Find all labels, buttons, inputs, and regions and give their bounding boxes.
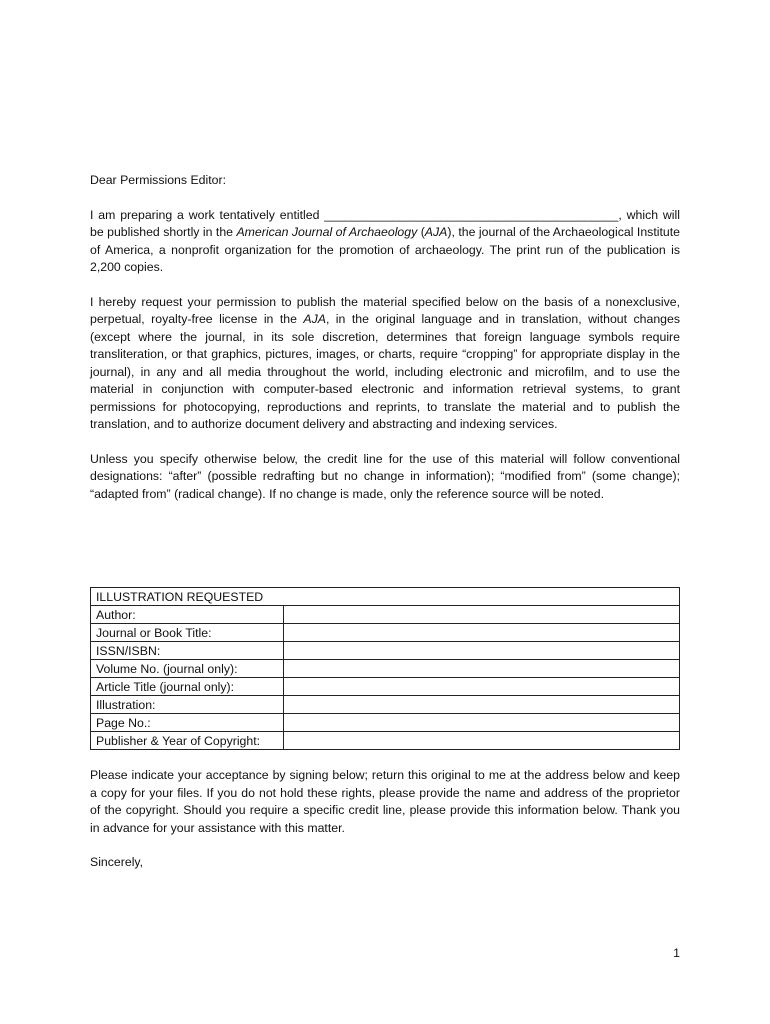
letter-closing-section (90, 767, 680, 872)
paragraph-acceptance: Please indicate your acceptance by signing below; return this original to me at the address below and keep a copy for your files. If you do not hold these rights, please provide the name and address of the proprietor of the copyright. Should you require a specific credit line, please provide this information below. Thank you in advance for your assistance with this matter. (90, 768, 680, 835)
page-number: 1 (673, 946, 680, 960)
paragraph-intro-pre: I am preparing a work tentatively entitled ___________________________________________, which will be published shortly in the (90, 207, 680, 239)
row-label-issn: ISSN/ISBN: (91, 642, 284, 660)
paragraph-intro-mid: ( (417, 225, 425, 239)
paragraph-credit-line: Unless you specify otherwise below, the credit line for the use of this material will follow conventional designations: “after” (possible redrafting but no change in information); “modified from” (some change); “adapted from” (radical change). If no change is made, only the reference source will be noted. (90, 451, 680, 501)
table-row (91, 678, 680, 696)
row-value-publisher[interactable] (284, 732, 680, 750)
table-row (91, 606, 680, 624)
journal-abbr: AJA (424, 225, 448, 239)
row-label-title: Journal or Book Title: (91, 624, 284, 642)
row-label-page: Page No.: (91, 714, 284, 732)
journal-abbr-2: AJA (303, 312, 326, 326)
row-label-publisher: Publisher & Year of Copyright: (91, 732, 284, 750)
row-label-illustration: Illustration: (91, 696, 284, 714)
row-value-author[interactable] (284, 606, 680, 624)
row-label-volume: Volume No. (journal only): (91, 660, 284, 678)
table-header-row (91, 588, 680, 606)
table-row (91, 714, 680, 732)
table-row (91, 696, 680, 714)
table-header: ILLUSTRATION REQUESTED (91, 588, 680, 606)
salutation: Dear Permissions Editor: (90, 173, 226, 187)
paragraph-request-post: , in the original language and in translation, without changes (except where the journal, in its sole discretion, determines that foreign language symbols require transliteration, or that graphics, pictures, images, or charts, require “cropping” for appropriate display in the journal), in any and all media throughout the world, including electronic and microfilm, and to use the material in conjunction with computer-based electronic and information retrieval systems, to grant permissions for photocopying, reproductions and reprints, to translate the material and to publish the translation, and to authorize document delivery and abstracting and indexing services. (90, 312, 680, 431)
row-value-article-title[interactable] (284, 678, 680, 696)
closing: Sincerely, (90, 855, 144, 869)
row-label-article-title: Article Title (journal only): (91, 678, 284, 696)
paragraph-intro-post: ), the journal of the Archaeological Institute of America, a nonprofit organization for the promotion of archaeology. The print run of the publication is 2,200 copies. (90, 225, 680, 274)
row-value-issn[interactable] (284, 642, 680, 660)
row-label-author: Author: (91, 606, 284, 624)
letter-body (90, 172, 680, 503)
row-value-page[interactable] (284, 714, 680, 732)
paragraph-intro (90, 207, 680, 277)
paragraph-request-pre: I hereby request your permission to publish the material specified below on the basis of a nonexclusive, perpetual, royalty-free license in the (90, 294, 680, 326)
illustration-request-table (90, 587, 680, 750)
row-value-title[interactable] (284, 624, 680, 642)
paragraph-request (90, 294, 680, 434)
table-row (91, 660, 680, 678)
row-value-illustration[interactable] (284, 696, 680, 714)
row-value-volume[interactable] (284, 660, 680, 678)
table-row (91, 624, 680, 642)
table-row (91, 732, 680, 750)
journal-name: American Journal of Archaeology (236, 225, 418, 239)
table-row (91, 642, 680, 660)
